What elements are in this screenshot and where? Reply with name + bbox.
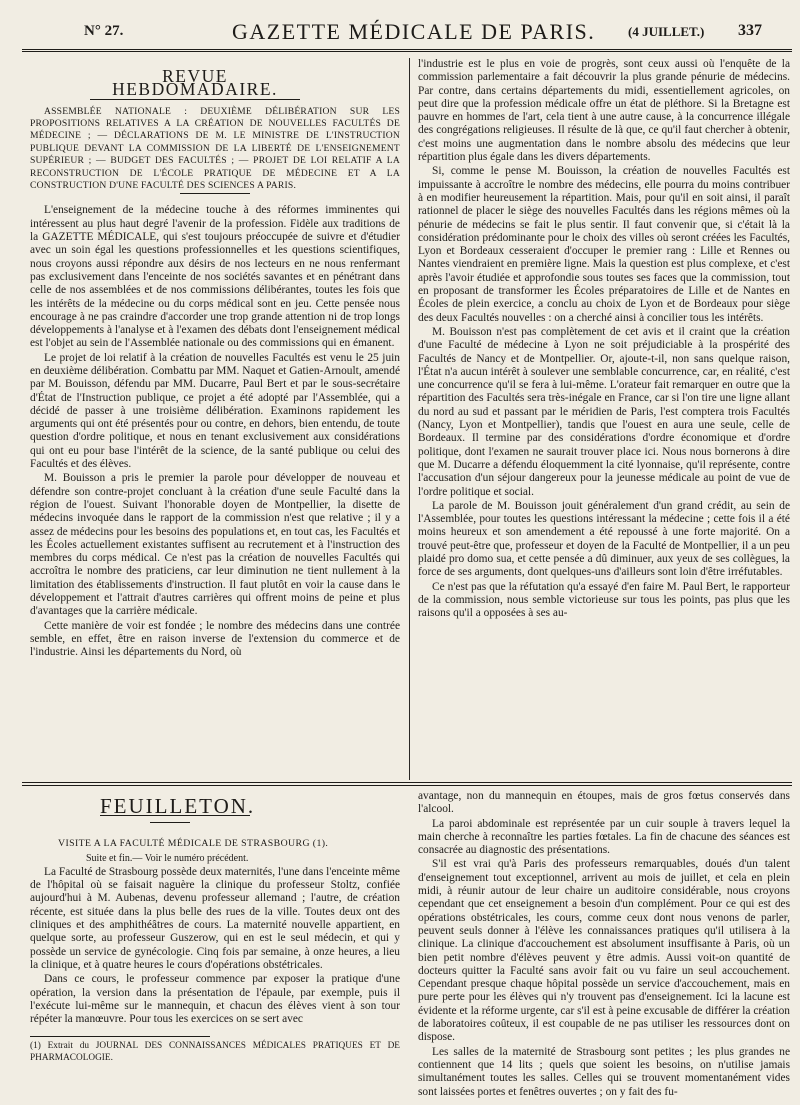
page-number: 337 — [738, 22, 762, 39]
feuilleton-paragraph: S'il est vrai qu'à Paris des professeurs remarquables, doués d'un talent d'enseignement tout exceptionnel, arrivent au mois de juillet, et cela en plein midi, à réunir autour de leur chaire un auditoire considérable, nous croyons cependant que cet enseignement a besoin d'un complément. Pour ce qui est des opérations obstétricales, les cours, comme ceux dont nous venons de parler, peuvent seuls donner à l'élève les connaissances pratiques qu'il utilisera à la clinique. La clinique d'accouchement est absolument insuffisante à Paris, où un bien petit nombre d'élèves peuvent y être admis. Aussi voit-on quantité de docteurs quitter la Faculté sans avoir fait ou vu faire un seul accouchement. Cependant presque chaque hôpital possède un service d'accouchement, mais en pure perte pour les élèves qui n'y trouvent pas d'enseignement. Ici la lacune est évidente et la réforme urgente, car s'il est à peine excusable de différer la création de laboratoires coûteux, il est coupable de ne pas utiliser les ressources dont on dispose. — [418, 858, 790, 1044]
revue-paragraph: l'industrie est le plus en voie de progrès, sont ceux aussi où l'enquête de la commission parlementaire a fait découvrir la plus grande pénurie de médecins. Par contre, dans certains départements du midi, essentiellement agricoles, on peut dire que la profession médicale offre un état de pléthore. Si la Bretagne est pauvre en hommes de l'art, cela tient à une autre cause, à la concurrence illégale des congrégations religieuses. Il résulte de là que, ce qu'il faut chercher à obtenir, c'est moins une augmentation dans le nombre absolu des médecins que leur répartition plus égale dans les divers départements. — [418, 58, 790, 164]
revue-paragraph: M. Bouisson a pris le premier la parole pour développer de nouveau et défendre son contre-projet concluant à la création d'une seule Faculté dans la région de l'ouest. Suivant l'honorable doyen de Montpellier, la disette de médecins invoquée dans le rapport de la commission n'est que relative ; il y a assez de médecins pour les besoins des populations et, en tout cas, les Facultés et les Écoles actuellement existantes suffisent au recrutement et à l'instruction des membres du corps médical. Ce n'est pas la création de nouvelles Facultés qui accroîtra le nombre des praticiens, car leur diminution ne tient nullement à la limitation des établissements d'instruction. Il faut plutôt en voir la cause dans le développement et l'attrait d'autres carrières qui offrent moins de peine et plus d'avantages que la carrière médicale. — [30, 472, 400, 618]
issue-date: (4 JUILLET.) — [628, 24, 705, 39]
revue-paragraph: Le projet de loi relatif à la création de nouvelles Facultés est venu le 25 juin en deuxième délibération. Combattu par MM. Naquet et Gatien-Arnoult, amendé par M. Bouisson, défendu par MM. Ducarre, Paul Bert et par le sous-secrétaire d'État de l'Instruction publique, ce projet a été adopté par l'Assemblée, qui a décidé de passer à une troisième délibération. Examinons rapidement les arguments qui ont été présentés pour ou contre, en dehors, bien entendu, de toute question d'ordre politique, et nous en tenant exclusivement aux considérations qui ont eu pour base l'intérêt de la science, de la santé publique ou celui des Facultés et des élèves. — [30, 351, 400, 471]
feuilleton-paragraph: Les salles de la maternité de Strasbourg sont petites ; les plus grandes ne contiennent que 14 lits ; quels que soient les besoins, on n'utilise jamais simultanément toutes les salles. Celles qui se trouvent momentanément vides sont laissées portes et fenêtres ouvertes ; on y fait des fu- — [418, 1045, 790, 1098]
revue-paragraph: Ce n'est pas que la réfutation qu'a essayé d'en faire M. Paul Bert, le rapporteur de la commission, nous semble victorieuse sur tous les points, pas plus que les raisons qu'il a opposées à ses au- — [418, 580, 790, 620]
revue-paragraph: Si, comme le pense M. Bouisson, la création de nouvelles Facultés est impuissante à accroître le nombre des médecins, elle pourra du moins contribuer à en modifier heureusement la répartition. Mais, pour qu'il en soit ainsi, il paraît rationnel de placer le siège des nouvelles Facultés dans les régions mêmes où la pénurie de médecins se fait le plus sentir. Il faut convenir que, si c'était là la considération prédominante pour le choix des villes où seront créées les Facultés, Lyon et Bordeaux cesseraient d'occuper le premier rang : Lille et Rennes ou Nantes viendraient en première ligne. Mais la question est plus complexe, et c'est après l'avoir étudiée et approfondie sous toutes ses faces que la commission, tout en proposant de transformer les Écoles préparatoires de Lille et de Nantes en Écoles de plein exercice, a conclu au choix de Lyon et de Bordeaux pour siège des deux Facultés nouvelles : on a cherché ainsi à concilier tous les intérêts. — [418, 165, 790, 324]
feuilleton-title-rule — [150, 822, 190, 823]
revue-title: REVUE HEBDOMADAIRE. — [90, 70, 300, 100]
summary-divider — [180, 193, 250, 194]
feuilleton-paragraph: La paroi abdominale est représentée par un cuir souple à travers lequel la main cherche à reconnaître les parties fœtales. La fin de chacune des séances est consacrée au diagnostic des présentations. — [418, 817, 790, 857]
feuilleton-paragraph: Dans ce cours, le professeur commence par exposer la pratique d'une opération, la version dans la présentation de l'épaule, par exemple, puis il l'exécute lui-même sur le mannequin, et chacun des élèves vient à son tour répéter la manœuvre. Pour tous les exercices on se sert avec — [30, 973, 400, 1026]
revue-left-column — [30, 58, 400, 782]
page-header — [22, 18, 792, 52]
footnote-divider — [30, 1036, 210, 1037]
revue-paragraph: L'enseignement de la médecine touche à des réformes imminentes qui intéressent au plus haut degré l'avenir de la profession. Fidèle aux traditions de la GAZETTE MÉDICALE, qui s'est toujours préoccupée de suivre et d'étudier avec un soin égal les questions professionnelles et les questions scientifiques, nous croyons aussi répondre aux désirs de nos lecteurs en ne nous renfermant pas exclusivement dans l'enceinte de nos sociétés savantes et en pénétrant dans celle de nos assemblées et de nos commissions délibérantes, toutes les fois que les intérêts de la médecine ou du corps médical sont en jeu. Cette pensée nous encourage à ne pas craindre d'accorder une trop grande attention ni de trop longs développements à l'analyse et à l'examen des débats dont l'enseignement médical est l'objet au sein de l'Assemblée nationale ou des commissions qui en émanent. — [30, 204, 400, 350]
revue-paragraph: M. Bouisson n'est pas complètement de cet avis et il craint que la création d'une Faculté de médecine à Lyon ne soit préjudiciable à la prospérité des Facultés de Nancy et de Montpellier. Or, ajoute-t-il, non sans quelque raison, l'État n'a aucun intérêt à soulever une semblable concurrence, car, en réalité, c'est une concurrence qu'il se fera à lui-même. L'orateur fait remarquer en outre que la répartition des Facultés sera très-inégale en France, car si l'on tire une ligne allant du nord au sud et passant par le méridien de Paris, l'est comptera trois Facultés (Nancy, Lyon et Montpellier), tandis que l'ouest en aura une seule, celle de Bordeaux. Il termine par des considérations d'ordre économique et d'ordre politique, dont l'examen ne saurait trouver place ici. Nous nous bornerons à dire que M. Ducarre a défendu éloquemment la cité lyonnaise, qu'il représente, contre l'accusation d'un séjour dangereux pour la jeunesse médicale au point de vue de l'ordre politique et social. — [418, 325, 790, 498]
feuilleton-paragraph: La Faculté de Strasbourg possède deux maternités, l'une dans l'enceinte même de l'hôpital où se faisait naguère la clinique du professeur Stoltz, confiée aujourd'hui à M. Aubenas, devenu professeur allemand ; l'autre, de création récente, est située dans la plus belle des rues de la ville. Toutes deux ont des cliniques et des amphithéâtres de cours. La maternité nouvelle appartient, en quelque sorte, au professeur Guszerow, qui en est le seul médecin, et qui y possède un service de gynécologie. Cinq fois par semaine, à onze heures, a lieu la clinique, et à quatre heures le cours d'opérations obstétricales. — [30, 865, 400, 971]
issue-number: N° 27. — [84, 23, 124, 39]
feuilleton-heading: VISITE A LA FACULTÉ MÉDICALE DE STRASBOURG (1). — [58, 838, 329, 850]
feuilleton-right-column — [418, 790, 790, 1102]
feuilleton-divider — [22, 782, 792, 786]
feuilleton-left-column — [30, 790, 400, 1102]
feuilleton-title: FEUILLETON. — [100, 794, 256, 818]
revue-summary: ASSEMBLÉE NATIONALE : DEUXIÈME DÉLIBÉRATION SUR LES PROPOSITIONS RELATIVES A LA CRÉATION DE NOUVELLES FACULTÉS DE MÉDECINE ; — DÉCLARATIONS DE M. LE MINISTRE DE L'INSTRUCTION PUBLIQUE DEVANT LA COMMISSION DE LA LIBERTÉ DE L'ENSEIGNEMENT SUPÉRIEUR ; — BUDGET DES FACULTÉS ; — PROJET DE LOI RELATIF A LA RECONSTRUCTION DE L'ÉCOLE PRATIQUE DE MÉDECINE ET A LA CONSTRUCTION D'UNE FACULTÉ DES SCIENCES A PARIS. — [30, 105, 400, 192]
feuilleton-paragraph: avantage, non du mannequin en étoupes, mais de gros fœtus conservés dans l'alcool. — [418, 790, 790, 816]
newspaper-title: GAZETTE MÉDICALE DE PARIS. — [232, 19, 596, 44]
revue-paragraph: Cette manière de voir est fondée ; le nombre des médecins dans une contrée semble, en effet, être en raison inverse de l'extension du commerce et de l'industrie. Ainsi les départements du Nord, où — [30, 619, 400, 659]
feuilleton-subheading: Suite et fin.— Voir le numéro précédent. — [86, 852, 249, 864]
revue-right-column — [418, 58, 790, 782]
newspaper-page — [22, 0, 792, 1105]
revue-paragraph: La parole de M. Bouisson jouit généralement d'un grand crédit, au sein de l'Assemblée, pour toutes les questions intéressant la médecine ; cette fois il a été moins heureux et son amendement a été repoussé à une forte majorité. On a trouvé peut-être que, professeur et doyen de la Faculté de Montpellier, il a un peu plaidé pro domo sua, et cette pensée a dû diminuer, aux yeux de ses collègues, la force de ses arguments, dont quelques-uns d'ailleurs sont loin d'être irréfutables. — [418, 499, 790, 579]
footnote: (1) Extrait du JOURNAL DES CONNAISSANCES MÉDICALES PRATIQUES ET DE PHARMACOLOGIE. — [30, 1041, 400, 1063]
column-divider — [409, 58, 410, 780]
